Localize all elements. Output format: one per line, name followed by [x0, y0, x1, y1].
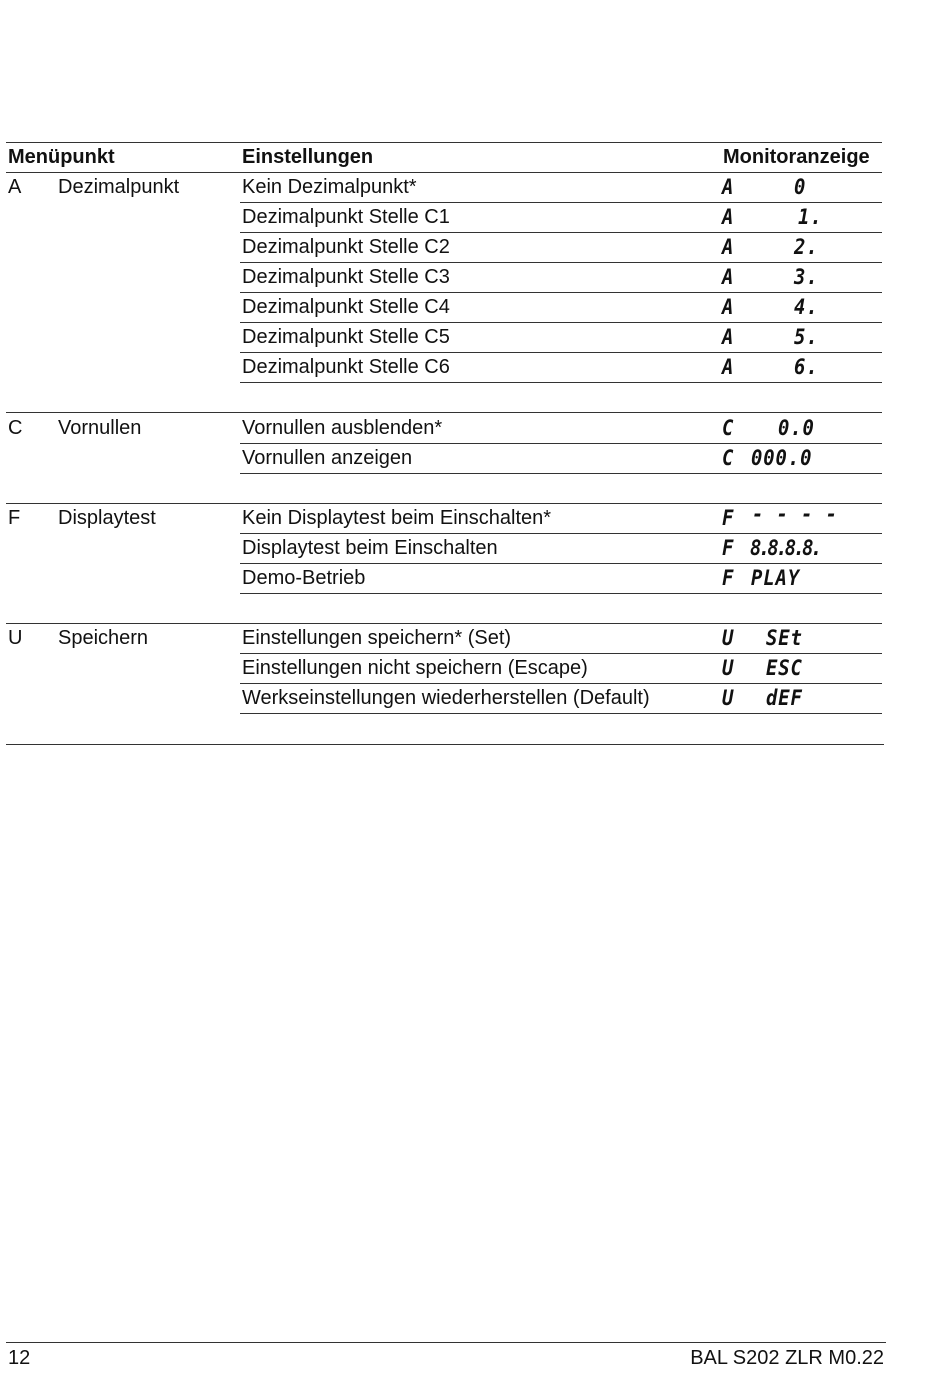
monitor-code: A — [722, 265, 735, 289]
setting-label: Einstellungen speichern* (Set) — [242, 627, 512, 649]
monitor-display: 000.0 — [751, 446, 813, 470]
header-menupunkt: Menüpunkt — [8, 146, 115, 168]
group-letter-u: U — [8, 627, 23, 649]
setting-label: Dezimalpunkt Stelle C5 — [242, 326, 450, 348]
monitor-display: 0.0 — [778, 416, 815, 440]
monitor-code: F — [722, 506, 735, 530]
setting-label: Dezimalpunkt Stelle C2 — [242, 236, 450, 258]
row-rule — [240, 322, 882, 323]
group-letter-c: C — [8, 417, 23, 439]
group-rule — [6, 623, 882, 624]
monitor-display: dEF — [766, 686, 803, 710]
monitor-display: 5. — [794, 325, 819, 349]
monitor-code: U — [722, 656, 735, 680]
monitor-display: 0 — [794, 175, 807, 199]
setting-label: Dezimalpunkt Stelle C6 — [242, 356, 450, 378]
setting-label: Dezimalpunkt Stelle C1 — [242, 206, 450, 228]
monitor-code: A — [722, 325, 735, 349]
row-rule — [240, 232, 882, 233]
group-rule — [6, 503, 882, 504]
monitor-code: U — [722, 626, 735, 650]
monitor-code: A — [722, 205, 735, 229]
group-name-dezimalpunkt: Dezimalpunkt — [58, 176, 180, 198]
row-rule — [240, 473, 882, 474]
header-monitoranzeige: Monitoranzeige — [723, 146, 870, 168]
row-rule — [240, 653, 882, 654]
monitor-display: ESC — [766, 656, 803, 680]
monitor-display: SEt — [766, 626, 803, 650]
row-rule — [240, 292, 882, 293]
setting-label: Vornullen ausblenden* — [242, 417, 443, 439]
monitor-display: 2. — [794, 235, 819, 259]
setting-label: Dezimalpunkt Stelle C3 — [242, 266, 450, 288]
setting-label: Dezimalpunkt Stelle C4 — [242, 296, 450, 318]
table-bottom-rule — [6, 744, 884, 745]
monitor-display: PLAY — [751, 566, 801, 590]
monitor-display: 4. — [794, 295, 819, 319]
header-einstellungen: Einstellungen — [242, 146, 374, 168]
group-rule — [6, 412, 882, 413]
page-number: 12 — [8, 1347, 31, 1369]
group-letter-f: F — [8, 507, 21, 529]
monitor-code: U — [722, 686, 735, 710]
monitor-display: 3. — [794, 265, 819, 289]
group-name-vornullen: Vornullen — [58, 417, 142, 439]
monitor-code: A — [722, 175, 735, 199]
row-rule — [240, 533, 882, 534]
setting-label: Kein Dezimalpunkt* — [242, 176, 417, 198]
row-rule — [240, 443, 882, 444]
monitor-code: F — [722, 536, 735, 560]
group-name-speichern: Speichern — [58, 627, 149, 649]
row-rule — [240, 202, 882, 203]
row-rule — [240, 262, 882, 263]
row-rule — [240, 713, 882, 714]
monitor-code: A — [722, 235, 735, 259]
document-id: BAL S202 ZLR M0.22 — [690, 1347, 884, 1369]
footer-rule — [6, 1342, 886, 1343]
setting-label: Displaytest beim Einschalten — [242, 537, 498, 559]
group-name-displaytest: Displaytest — [58, 507, 156, 529]
row-rule — [240, 593, 882, 594]
monitor-code: A — [722, 355, 735, 379]
row-rule — [240, 352, 882, 353]
monitor-code: F — [722, 566, 735, 590]
monitor-code: C — [722, 446, 735, 470]
setting-label: Demo-Betrieb — [242, 567, 366, 589]
setting-label: Werkseinstellungen wiederherstellen (Default) — [242, 687, 650, 709]
monitor-code: C — [722, 416, 735, 440]
monitor-display: 1. — [798, 205, 823, 229]
header-bottom-rule — [6, 172, 882, 173]
setting-label: Kein Displaytest beim Einschalten* — [242, 507, 552, 529]
monitor-display: 8.8.8.8. — [750, 536, 820, 560]
monitor-display: - - - - — [752, 502, 838, 526]
table-top-rule — [6, 142, 882, 143]
row-rule — [240, 563, 882, 564]
setting-label: Vornullen anzeigen — [242, 447, 413, 469]
setting-label: Einstellungen nicht speichern (Escape) — [242, 657, 588, 679]
row-rule — [240, 382, 882, 383]
monitor-code: A — [722, 295, 735, 319]
monitor-display: 6. — [794, 355, 819, 379]
group-letter-a: A — [8, 176, 22, 198]
row-rule — [240, 683, 882, 684]
